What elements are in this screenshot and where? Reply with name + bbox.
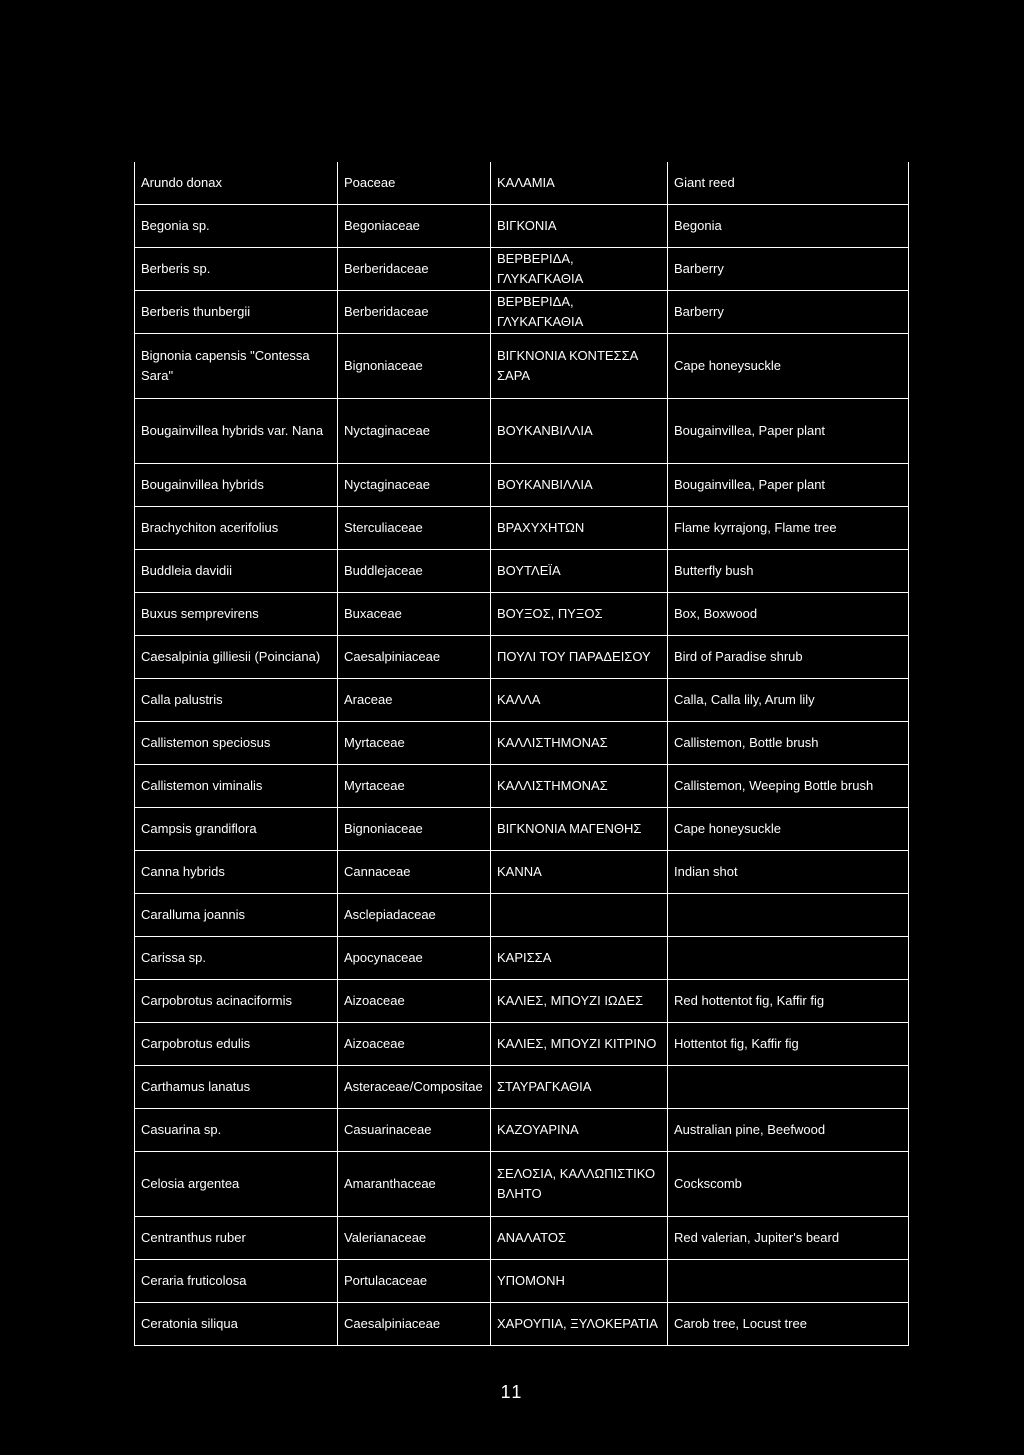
table-row <box>135 291 909 334</box>
cell-latin: Bougainvillea hybrids var. Nana <box>135 399 338 464</box>
cell-english: Red hottentot fig, Kaffir fig <box>668 980 909 1023</box>
cell-family: Begoniaceae <box>338 205 491 248</box>
table-row <box>135 593 909 636</box>
page-number: 11 <box>500 1382 524 1402</box>
cell-latin: Celosia argentea <box>135 1152 338 1217</box>
cell-family: Amaranthaceae <box>338 1152 491 1217</box>
cell-greek: ΧΑΡΟΥΠΙΑ, ΞΥΛΟΚΕΡΑΤΙΑ <box>491 1303 668 1346</box>
cell-greek: ΚΑΡΙΣΣΑ <box>491 937 668 980</box>
cell-latin: Carthamus lanatus <box>135 1066 338 1109</box>
cell-latin: Buxus semprevirens <box>135 593 338 636</box>
cell-greek: ΚΑΛΑΜΙΑ <box>491 162 668 205</box>
cell-greek: ΣΤΑΥΡΑΓΚΑΘΙΑ <box>491 1066 668 1109</box>
cell-latin: Begonia sp. <box>135 205 338 248</box>
cell-english: Carob tree, Locust tree <box>668 1303 909 1346</box>
cell-latin: Casuarina sp. <box>135 1109 338 1152</box>
cell-family: Poaceae <box>338 162 491 205</box>
cell-english: Butterfly bush <box>668 550 909 593</box>
cell-family: Asteraceae/Compositae <box>338 1066 491 1109</box>
cell-greek: ΚΑΛΙΕΣ, ΜΠΟΥΖΙ ΙΩΔΕΣ <box>491 980 668 1023</box>
cell-latin: Campsis grandiflora <box>135 808 338 851</box>
cell-latin: Bougainvillea hybrids <box>135 464 338 507</box>
cell-family: Cannaceae <box>338 851 491 894</box>
cell-latin: Berberis sp. <box>135 248 338 291</box>
table-row <box>135 765 909 808</box>
cell-latin: Ceratonia siliqua <box>135 1303 338 1346</box>
cell-greek: ΒΙΓΚΟΝΙΑ <box>491 205 668 248</box>
cell-english: Bougainvillea, Paper plant <box>668 464 909 507</box>
cell-latin: Callistemon viminalis <box>135 765 338 808</box>
cell-family: Asclepiadaceae <box>338 894 491 937</box>
cell-family: Casuarinaceae <box>338 1109 491 1152</box>
cell-family: Nyctaginaceae <box>338 464 491 507</box>
cell-greek: ΚΑΛΛΙΣΤΗΜΟΝΑΣ <box>491 722 668 765</box>
cell-english: Box, Boxwood <box>668 593 909 636</box>
cell-greek: ΠΟΥΛΙ ΤΟΥ ΠΑΡΑΔΕΙΣΟΥ <box>491 636 668 679</box>
cell-family: Aizoaceae <box>338 1023 491 1066</box>
cell-family: Berberidaceae <box>338 248 491 291</box>
cell-english <box>668 1260 909 1303</box>
cell-english: Red valerian, Jupiter's beard <box>668 1217 909 1260</box>
table-row <box>135 1023 909 1066</box>
table-row <box>135 636 909 679</box>
cell-latin: Calla palustris <box>135 679 338 722</box>
cell-latin: Carpobrotus acinaciformis <box>135 980 338 1023</box>
cell-latin: Carpobrotus edulis <box>135 1023 338 1066</box>
cell-english: Bougainvillea, Paper plant <box>668 399 909 464</box>
table-row <box>135 808 909 851</box>
table-row <box>135 205 909 248</box>
table-row <box>135 679 909 722</box>
cell-english: Australian pine, Beefwood <box>668 1109 909 1152</box>
table-row <box>135 248 909 291</box>
table-row <box>135 1260 909 1303</box>
cell-family: Bignoniaceae <box>338 808 491 851</box>
cell-greek: ΒΙΓΚΝΟΝΙΑ ΚΟΝΤΕΣΣΑ ΣΑΡΑ <box>491 334 668 399</box>
table-row <box>135 1109 909 1152</box>
cell-english <box>668 894 909 937</box>
cell-greek: ΒΕΡΒΕΡΙΔΑ, ΓΛΥΚΑΓΚΑΘΙΑ <box>491 248 668 291</box>
cell-latin: Callistemon speciosus <box>135 722 338 765</box>
cell-greek: ΚΑΛΙΕΣ, ΜΠΟΥΖΙ ΚΙΤΡΙΝΟ <box>491 1023 668 1066</box>
cell-family: Aizoaceae <box>338 980 491 1023</box>
table-row <box>135 162 909 205</box>
cell-greek: ΒΙΓΚΝΟΝΙΑ ΜΑΓΕΝΘΗΣ <box>491 808 668 851</box>
cell-family: Sterculiaceae <box>338 507 491 550</box>
table-row <box>135 1303 909 1346</box>
cell-greek: ΑΝΑΛΑΤΟΣ <box>491 1217 668 1260</box>
table-row <box>135 937 909 980</box>
cell-greek: ΣΕΛΟΣΙΑ, ΚΑΛΛΩΠΙΣΤΙΚΟ ΒΛΗΤΟ <box>491 1152 668 1217</box>
cell-family: Bignoniaceae <box>338 334 491 399</box>
cell-english: Cockscomb <box>668 1152 909 1217</box>
cell-english: Callistemon, Weeping Bottle brush <box>668 765 909 808</box>
cell-family: Portulacaceae <box>338 1260 491 1303</box>
cell-greek: ΒΟΥΚΑΝΒΙΛΛΙΑ <box>491 399 668 464</box>
cell-family: Valerianaceae <box>338 1217 491 1260</box>
cell-english: Cape honeysuckle <box>668 808 909 851</box>
cell-latin: Ceraria fruticolosa <box>135 1260 338 1303</box>
cell-english: Calla, Calla lily, Arum lily <box>668 679 909 722</box>
table-row <box>135 1217 909 1260</box>
cell-latin: Caesalpinia gilliesii (Poinciana) <box>135 636 338 679</box>
cell-english: Cape honeysuckle <box>668 334 909 399</box>
cell-family: Caesalpiniaceae <box>338 1303 491 1346</box>
table-row <box>135 464 909 507</box>
table-row <box>135 894 909 937</box>
cell-english <box>668 1066 909 1109</box>
cell-latin: Carissa sp. <box>135 937 338 980</box>
cell-greek: ΒΟΥΤΛΕΪΑ <box>491 550 668 593</box>
cell-greek: ΚΑΛΛΙΣΤΗΜΟΝΑΣ <box>491 765 668 808</box>
cell-family: Nyctaginaceae <box>338 399 491 464</box>
cell-latin: Arundo donax <box>135 162 338 205</box>
table-row <box>135 980 909 1023</box>
table-row <box>135 851 909 894</box>
table-row <box>135 399 909 464</box>
cell-family: Myrtaceae <box>338 722 491 765</box>
table-row <box>135 1152 909 1217</box>
table-row <box>135 722 909 765</box>
cell-latin: Bignonia capensis "Contessa Sara" <box>135 334 338 399</box>
cell-family: Buxaceae <box>338 593 491 636</box>
table-row <box>135 550 909 593</box>
cell-greek <box>491 894 668 937</box>
table-row <box>135 334 909 399</box>
cell-english: Bird of Paradise shrub <box>668 636 909 679</box>
cell-greek: ΒΟΥΞΟΣ, ΠΥΞΟΣ <box>491 593 668 636</box>
cell-family: Berberidaceae <box>338 291 491 334</box>
table-row <box>135 1066 909 1109</box>
cell-family: Myrtaceae <box>338 765 491 808</box>
cell-family: Buddlejaceae <box>338 550 491 593</box>
cell-greek: ΥΠΟΜΟΝΗ <box>491 1260 668 1303</box>
cell-latin: Centranthus ruber <box>135 1217 338 1260</box>
cell-english: Begonia <box>668 205 909 248</box>
cell-greek: ΒΡΑΧΥΧΗΤΩΝ <box>491 507 668 550</box>
cell-english <box>668 937 909 980</box>
cell-greek: ΚΑΛΛΑ <box>491 679 668 722</box>
cell-english: Callistemon, Bottle brush <box>668 722 909 765</box>
cell-english: Hottentot fig, Kaffir fig <box>668 1023 909 1066</box>
cell-family: Araceae <box>338 679 491 722</box>
cell-latin: Canna hybrids <box>135 851 338 894</box>
cell-english: Barberry <box>668 248 909 291</box>
cell-greek: ΚΑΖΟΥΑΡΙΝΑ <box>491 1109 668 1152</box>
cell-latin: Berberis thunbergii <box>135 291 338 334</box>
cell-english: Giant reed <box>668 162 909 205</box>
cell-latin: Caralluma joannis <box>135 894 338 937</box>
cell-latin: Brachychiton acerifolius <box>135 507 338 550</box>
cell-english: Indian shot <box>668 851 909 894</box>
cell-english: Flame kyrrajong, Flame tree <box>668 507 909 550</box>
cell-family: Caesalpiniaceae <box>338 636 491 679</box>
plant-table <box>134 162 909 1346</box>
cell-greek: ΒΟΥΚΑΝΒΙΛΛΙΑ <box>491 464 668 507</box>
cell-latin: Buddleia davidii <box>135 550 338 593</box>
cell-greek: ΒΕΡΒΕΡΙΔΑ, ΓΛΥΚΑΓΚΑΘΙΑ <box>491 291 668 334</box>
cell-greek: ΚΑΝΝΑ <box>491 851 668 894</box>
table-row <box>135 507 909 550</box>
cell-english: Barberry <box>668 291 909 334</box>
cell-family: Apocynaceae <box>338 937 491 980</box>
